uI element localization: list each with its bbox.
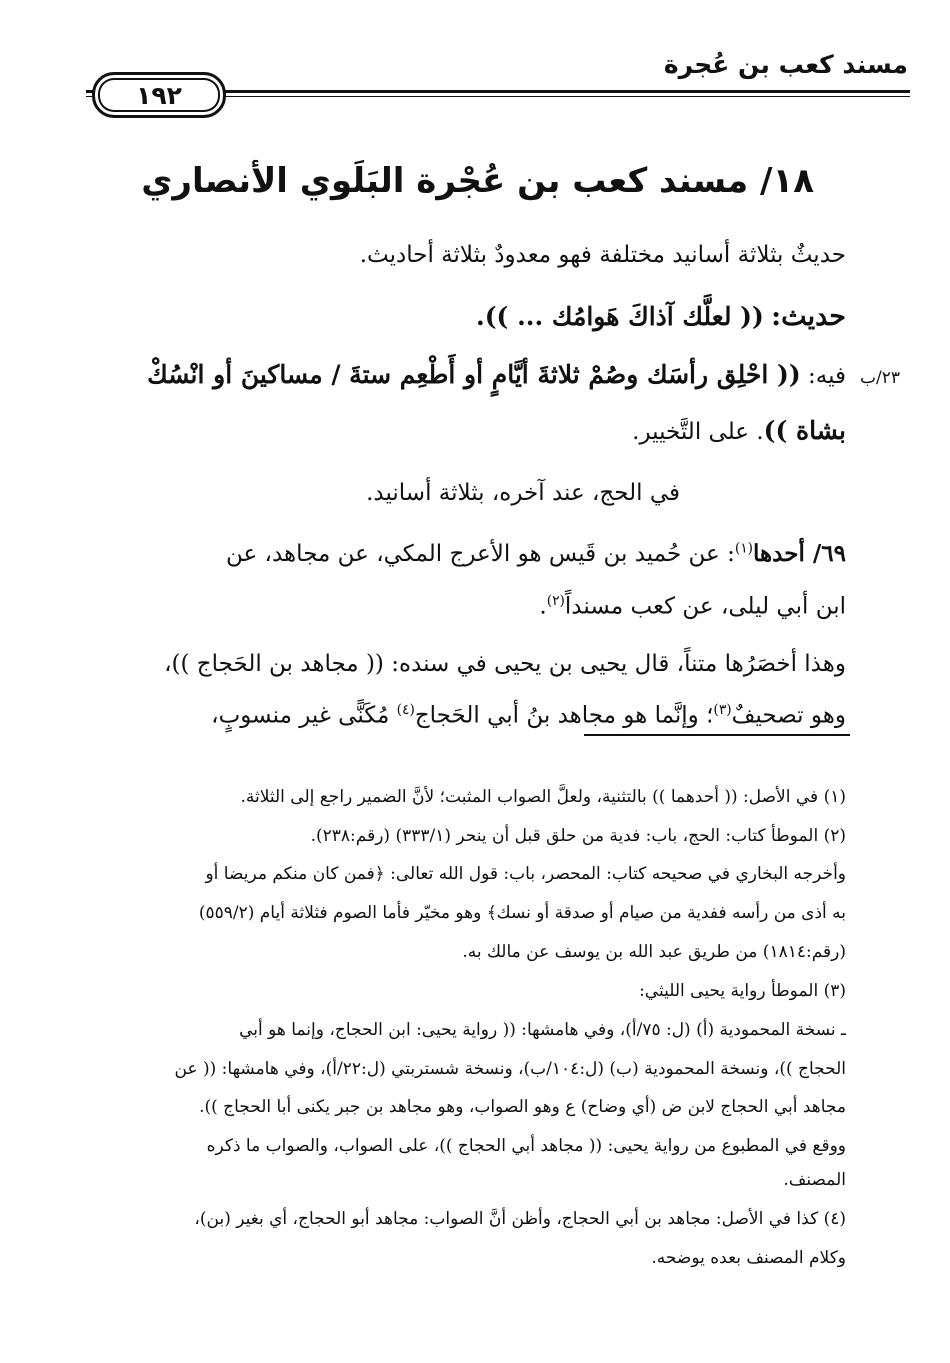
- fihi-line-1: [147, 362, 846, 388]
- paragraph-line-2-part-a: وهو تصحيفٌ: [731, 702, 846, 729]
- footnote-2-line-2: وأخرجه البخاري في صحيحه كتاب: المحصر، باب: قول الله تعالى: ﴿فمن كان منكم مريضا أو: [205, 864, 846, 884]
- location-line: في الحج، عند آخره، بثلاثة أسانيد.: [366, 480, 680, 506]
- footnote-3: (٣) الموطأ رواية يحيى الليثي:: [639, 981, 846, 1001]
- footnote-4-line-2: وكلام المصنف بعده يوضحه.: [651, 1248, 846, 1268]
- intro-line: حديثٌ بثلاثة أسانيد مختلفة فهو معدودٌ بثلاثة أحاديث.: [359, 242, 846, 268]
- paragraph-line-1: وهذا أخصَرُها متناً، قال يحيى بن يحيى في سنده: (( مجاهد بن الحَجاج ))،: [164, 651, 846, 677]
- fihi-line-2: [632, 418, 846, 444]
- footnote-2-line-3: به أذى من رأسه ففدية من صيام أو صدقة أو نسك﴾ وهو مخيّر فأما الصوم فثلاثة أيام (٥٥٩/٢): [198, 903, 846, 923]
- hadith-69-line-2: [539, 595, 846, 619]
- fihi-text: (( احْلِق رأسَك وصُمْ ثلاثةَ أيَّامٍ أو أَطْعِم ستةَ / مساكينَ أو انْسُكْ: [147, 360, 801, 389]
- footnote-ref-3: (٣): [713, 702, 732, 718]
- hadith-text: (( لعلَّك آذاكَ هَوامُك ... )).: [476, 302, 764, 331]
- hadith-69-text-2: ابن أبي ليلى، عن كعب مسنداً: [564, 593, 846, 620]
- hadith-line: [476, 303, 846, 330]
- paragraph-line-2-part-b: ؛ وإنَّما هو مجاهد بنُ أبي الحَجاج: [414, 702, 714, 729]
- margin-folio-note: ٢٣/ب: [860, 368, 900, 388]
- fihi-text-2: بشاة )): [763, 416, 846, 445]
- footnote-3-line-5: ووقع في المطبوع من رواية يحيى: (( مجاهد أبي الحجاج ))، على الصواب، والصواب ما ذكره: [206, 1136, 846, 1156]
- page-number: ١٩٢: [92, 72, 226, 118]
- running-title: مسند كعب بن عُجرة: [663, 50, 908, 79]
- chapter-title: ١٨/ مسند كعب بن عُجْرة البَلَوي الأنصاري: [141, 161, 814, 201]
- fihi-tail: . على التَّخيير.: [632, 419, 764, 445]
- fihi-label: فيه:: [807, 363, 846, 389]
- footnote-ref-1: (١): [734, 540, 754, 557]
- footnote-ref-2: (٢): [546, 593, 565, 609]
- paragraph-line-2-part-c: مُكَنًّى غير منسوبٍ،: [211, 702, 397, 729]
- footnote-2-line-4: (رقم:١٨١٤) من طريق عبد الله بن يوسف عن مالك به.: [462, 942, 846, 962]
- footnote-ref-4: (٤): [396, 702, 415, 718]
- footnote-3-line-2: ـ نسخة المحمودية (أ) (ل: ٧٥/أ)، وفي هامشها: (( رواية يحيى: ابن الحجاج، وإنما هو أبي: [239, 1020, 846, 1040]
- hadith-69-label: ٦٩/ أحدها: [753, 540, 846, 567]
- footnote-2: (٢) الموطأ كتاب: الحج، باب: فدية من حلق قبل أن ينحر (٣٣٣/١) (رقم:٢٣٨).: [310, 826, 846, 846]
- period: .: [539, 593, 547, 620]
- hadith-69-text: : عن حُميد بن قَيس هو الأعرج المكي، عن مجاهد، عن: [226, 541, 735, 567]
- paragraph-line-2: [211, 704, 846, 728]
- hadith-69-line-1: [226, 542, 846, 566]
- footnote-4: (٤) كذا في الأصل: مجاهد بن أبي الحجاج، وأظن أنَّ الصواب: مجاهد أبو الحجاج، أي بغير (بن)،: [194, 1209, 846, 1229]
- footnote-1: (١) في الأصل: (( أحدهما )) بالتثنية، ولعلَّ الصواب المثبت؛ لأنَّ الضمير راجع إلى الثلاثة.: [240, 787, 846, 807]
- footnote-3-line-4: مجاهد أبي الحجاج لابن ض (أي وضاح) ع وهو الصواب، وهو مجاهد بن جبر يكنى أبا الحجاج )).: [199, 1097, 846, 1117]
- footnote-3-line-6: المصنف.: [783, 1170, 846, 1190]
- footnote-3-line-3: الحجاج ))، ونسخة المحمودية (ب) (ل:١٠٤/ب)، ونسخة شستربتي (ل:٢٢/أ)، وفي هامشها: (( عن: [174, 1059, 846, 1079]
- hadith-label: حديث:: [771, 301, 846, 332]
- footnote-separator: [584, 734, 850, 736]
